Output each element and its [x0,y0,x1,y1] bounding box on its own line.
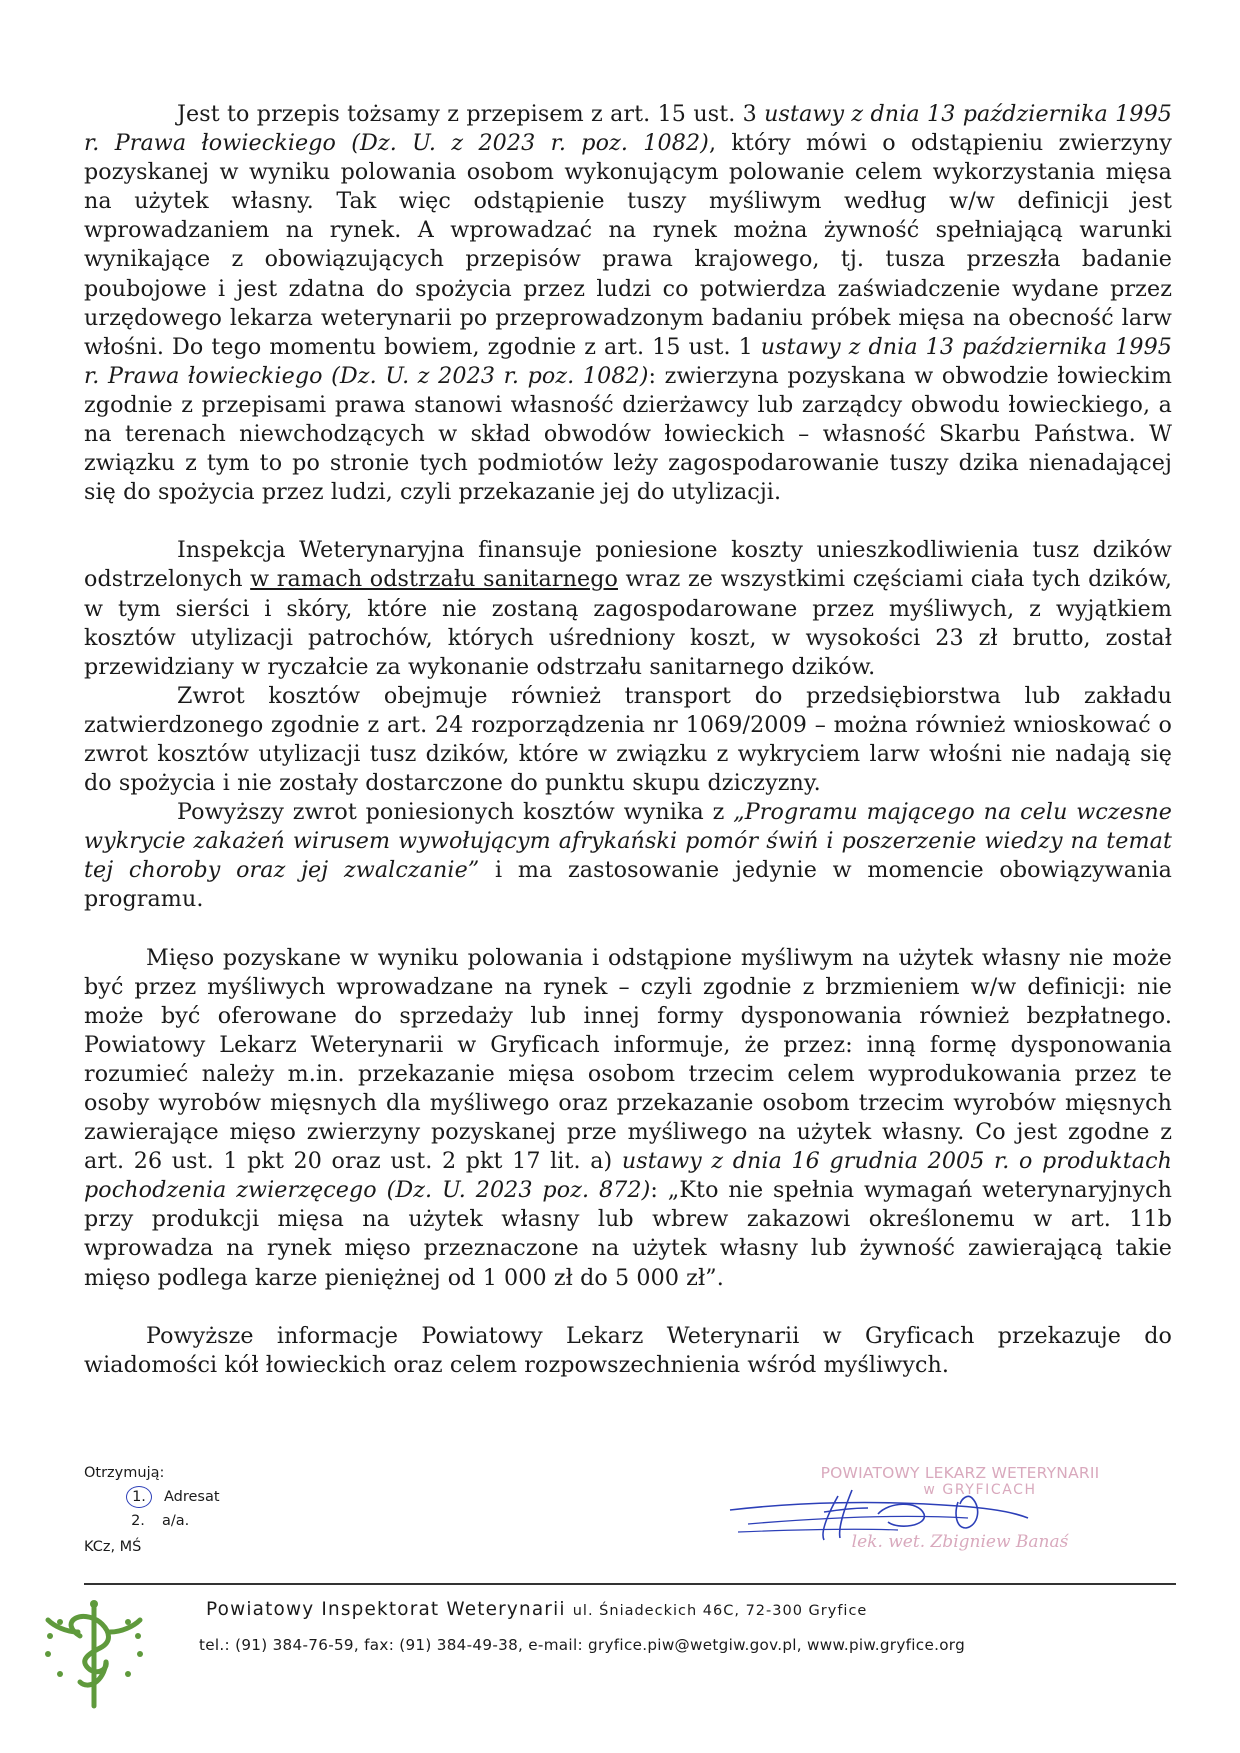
text-run: Jest to przepis tożsamy z przepisem z art. 15 ust. 3 [177,101,765,127]
underlined-phrase: w ramach odstrzału sanitarnego [250,566,618,593]
recipient-label: a/a. [162,1513,190,1529]
paragraph-6: Powyższe informacje Powiatowy Lekarz Weterynarii w Gryficach przekazuje do wiadomości kół łowieckich oraz celem rozpowszechnienia wśród myśliwych. [84,1322,1172,1378]
recipient-label: Adresat [164,1489,220,1505]
paragraph-gap [84,915,1172,944]
paragraph-3: Zwrot kosztów obejmuje również transport do przedsiębiorstwa lub zakładu zatwierdzonego zgodnie z art. 24 rozporządzenia nr 1069/2009 – można również wnioskować o zwrot kosztów utylizacji tusz dzików, które w związku z wykryciem larw włośni nie nadają się do spożycia i nie zostały dostarczone do punktu skupu dziczyzny. [84,682,1172,797]
handwritten-signature [728,1484,1088,1554]
recipient-item [84,1509,220,1533]
institution-address: ul. Śniadeckich 46C, 72-300 Gryfice [572,1603,868,1619]
text-run: Powyższy zwrot poniesionych kosztów wynika z [177,799,734,826]
stamp-name: lek. wet. Zbigniew Banaś [851,1532,1069,1552]
text-run: Inspekcja Weterynaryjna finansuje poniesione koszty unieszkodliwienia tusz dzików odstrzelonych [84,537,1172,593]
author-initials: KCz, MŚ [84,1539,142,1555]
text-run: Mięso pozyskane w wyniku polowania i odstąpione myśliwym na użytek własny nie może być przez myśliwych wprowadzane na rynek – czyli zgodnie z brzmieniem w/w definicji: nie może być oferowane do sprzedaży lub innej formy dysponowania również bezpłatnego. Powiatowy Lekarz Weterynarii w Gryficach informuje, że przez: inną formę dysponowania rozumieć należy m.in. przekazanie mięsa osobom trzecim celem wyprodukowania przez te osoby wyrobów mięsnych dla myśliwego oraz przekazanie osobom trzecim wyrobów mięsnych zawierające mięso zwierzyny pozyskanej prze myśliwego na użytek własny. Co jest zgodne z art. 26 ust. 1 pkt 20 oraz ust. 2 pkt 17 lit. a) [84,944,1172,1175]
text-run: , który mówi o odstąpieniu zwierzyny pozyskanej w wyniku polowania osobom wykonującym polowanie celem wykorzystania mięsa na użytek własny. Tak więc odstąpienie tuszy myśliwym według w/w definicji jest wprowadzaniem na rynek. A wprowadzać na rynek można żywność spełniającą warunki wynikające z obowiązujących przepisów prawa krajowego, tj. tusza przeszła badanie poubojowe i jest zdatna do spożycia przez ludzi co potwierdza zaświadczenie wydane przez urzędowego lekarza weterynarii po przeprowadzonym badaniu próbek mięsa na obecność larw włośni. Do tego momentu bowiem, zgodnie z art. 15 ust. 1 [84,130,1172,360]
paragraph-gap [84,1293,1172,1322]
text-run: : „Kto nie spełnia wymagań weterynaryjnych przy produkcji mięsa na użytek własny lub wbrew zakazowi określonemu w art. 11b wprowadza na rynek mięso przeznaczone na użytek własny lub żywność zawierającą takie mięso podlega karze pieniężnej od 1 000 zł do 5 000 zł”. [84,1177,1172,1291]
recipients-list [84,1461,220,1559]
institution-name: Powiatowy Inspektorat Weterynarii [206,1599,566,1620]
stamp-location: w GRYFICACH [923,1482,1037,1498]
letter-body [84,100,1172,1380]
paragraph-2 [84,536,1172,681]
recipient-number: 2. [131,1513,145,1529]
paragraph-5 [84,944,1172,1293]
recipient-number-circled: 1. [126,1486,152,1508]
paragraph-gap [84,507,1172,536]
stamp-title: POWIATOWY LEKARZ WETERYNARII [820,1464,1100,1482]
footer-contact: tel.: (91) 384-76-59, fax: (91) 384-49-38, e-mail: gryfice.piw@wetgiw.gov.pl, www.piw.gryfice.org [199,1636,966,1654]
paragraph-1 [84,100,1172,507]
recipient-item [84,1485,220,1509]
text-run: : zwierzyna pozyskana w obwodzie łowieckim zgodnie z przepisami prawa stanowi własność dzierżawcy lub zarządcy obwodu łowieckiego, a na terenach niewchodzących w skład obwodów łowieckich – własność Skarbu Państwa. W związku z tym to po stronie tych podmiotów leży zagospodarowanie tuszy dzika nienadającej się do spożycia przez ludzi, czyli przekazanie jej do utylizacji. [84,362,1172,506]
act-citation: ustawy z dnia 13 października 1995 r. Prawa łowieckiego (Dz. U. z 2023 r. poz. 1082) [84,101,1172,157]
recipients-heading: Otrzymują: [84,1465,165,1481]
act-citation: ustawy z dnia 13 października 1995 r. Prawa łowieckiego (Dz. U. z 2023 r. poz. 1082) [84,333,1173,389]
text-run: i ma zastosowanie jedynie w momencie obowiązywania programu. [84,857,1173,913]
paragraph-4 [84,798,1172,914]
footer-divider [84,1583,1176,1585]
act-citation: ustawy z dnia 16 grudnia 2005 r. o produktach pochodzenia zwierzęcego (Dz. U. 2023 poz. 872) [84,1148,1172,1204]
text-run: wraz ze wszystkimi częściami ciała tych dzików, w tym sierści i skóry, które nie zostaną zagospodarowane przez myśliwych, z wyjątkiem kosztów utylizacji patrochów, których uśredniony koszt, w wysokości 23 zł brutto, został przewidziany w ryczałcie za wykonanie odstrzału sanitarnego dzików. [84,566,1172,680]
footer-institution-line [206,1599,867,1620]
program-citation: „Programu mającego na celu wczesne wykrycie zakażeń wirusem wywołującym afrykański pomór świń i poszerzenie wiedzy na temat tej choroby oraz jej zwalczanie” [84,799,1172,884]
caduceus-logo-icon [40,1596,148,1714]
